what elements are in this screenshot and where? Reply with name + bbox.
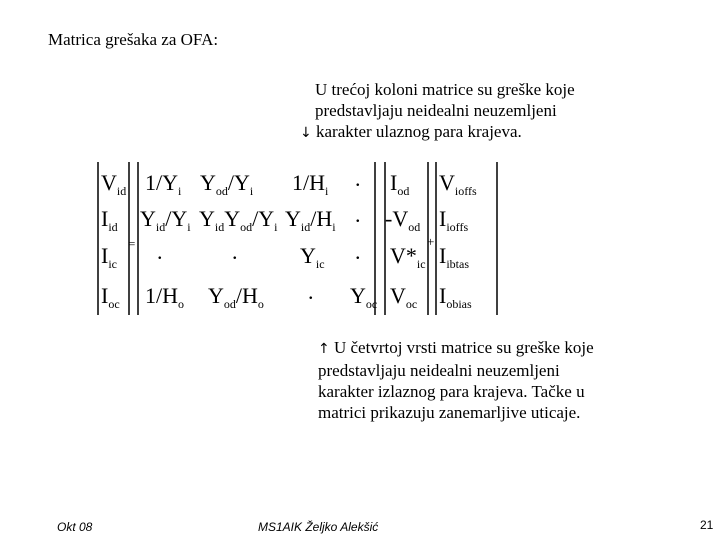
matrix-cell: .	[232, 239, 238, 264]
matrix-cell: $1/H_o$	[145, 283, 184, 311]
vector-entry: $-V_{od}$	[385, 206, 421, 234]
footer-course: MS1AIK Željko Alekšić	[258, 520, 379, 534]
note-fourth-row-line-4: matrici prikazuju zanemarljive uticaje.	[318, 403, 581, 422]
matrix-cell: .	[157, 239, 163, 264]
note-third-column-line-3: karakter ulaznog para krajeva.	[315, 122, 522, 141]
lhs-entry: $I_{id}$	[101, 206, 118, 234]
lhs-entry: $I_{oc}$	[101, 283, 120, 311]
lhs-entry: $I_{ic}$	[101, 243, 117, 271]
lhs-entry: $V_{id}$	[101, 170, 127, 198]
note-fourth-row	[318, 337, 594, 423]
matrix-cell: $Y_{id}Y_{od}/Y_i$	[199, 206, 278, 234]
matrix-cell: .	[355, 166, 361, 191]
plus-sign: +	[427, 234, 435, 249]
matrix-cell: $Y_{id}/Y_i$	[140, 206, 191, 234]
footer-page-number: 21	[700, 518, 714, 532]
equals-sign: =	[128, 236, 136, 251]
vector-entry: $I_{od}$	[390, 170, 410, 198]
note-fourth-row-line-3: karakter izlaznog para krajeva. Tačke u	[318, 382, 585, 401]
vector-entry: $V*_{ic}$	[390, 243, 426, 271]
note-third-column-line-2: predstavljaju neidealni neuzemljeni	[315, 101, 557, 120]
up-arrow-icon: ↑	[318, 341, 330, 357]
matrix-cell: $1/H_i$	[292, 170, 329, 198]
offset-entry: $I_{ibtas}$	[439, 243, 469, 271]
down-arrow-icon: ↓	[300, 125, 312, 141]
matrix-cell: .	[355, 239, 361, 264]
matrix-cell: .	[308, 279, 314, 304]
note-fourth-row-line-2: predstavljaju neidealni neuzemljeni	[318, 361, 560, 380]
matrix-cell: .	[355, 202, 361, 227]
offset-entry: $I_{obias}$	[439, 283, 472, 311]
footer-date: Okt 08	[57, 520, 93, 534]
matrix-cell: $Y_{id}/H_i$	[285, 206, 336, 234]
matrix-cell: $Y_{oc}$	[350, 283, 378, 311]
note-third-column-line-1: U trećoj koloni matrice su greške koje	[315, 80, 575, 99]
offset-entry: $I_{ioffs}$	[439, 206, 469, 234]
vector-entry: $V_{oc}$	[390, 283, 418, 311]
note-fourth-row-line-1: U četvrtoj vrsti matrice su greške koje	[333, 338, 594, 357]
matrix-cell: $1/Y_i$	[145, 170, 182, 198]
matrix-cell: $Y_{ic}$	[300, 243, 325, 271]
slide-title: Matrica grešaka za OFA:	[48, 30, 219, 49]
offset-entry: $V_{ioffs}$	[439, 170, 477, 198]
matrix-cell: $Y_{od}/H_o$	[208, 283, 264, 311]
matrix-cell: $Y_{od}/Y_i$	[200, 170, 254, 198]
